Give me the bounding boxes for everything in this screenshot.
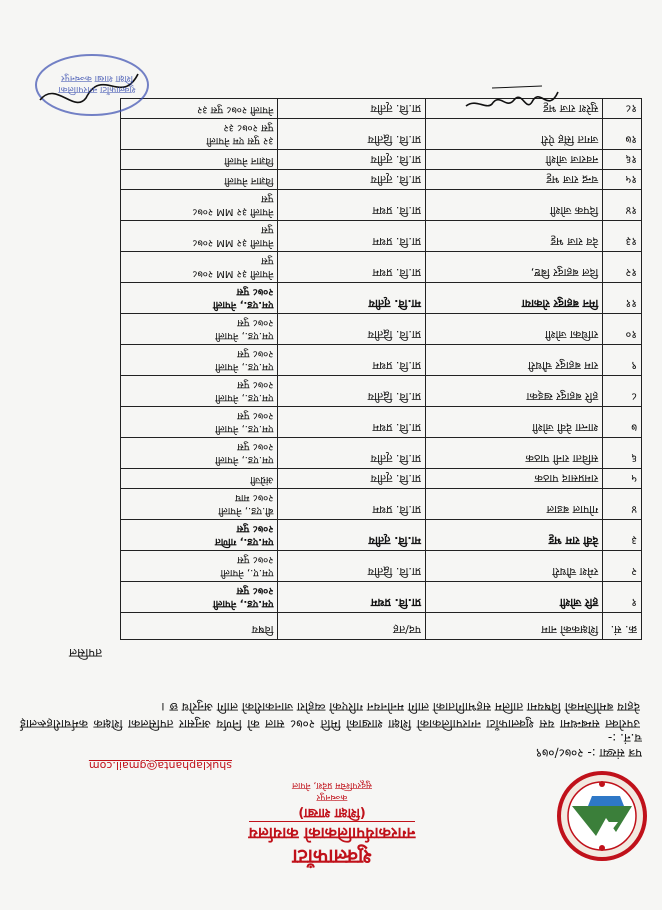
cell-name: सुरेश राज भट्ट — [426, 99, 603, 119]
cell-sn: १८ — [603, 99, 642, 119]
cell-sn: ५ — [603, 469, 642, 489]
cell-subject — [121, 407, 279, 438]
cell-name: रामप्रसाद पाठक — [426, 469, 603, 489]
cell-subject — [121, 150, 279, 170]
cell-name: मिन बहादुर रोकाया — [426, 283, 603, 314]
cell-subject — [121, 520, 279, 551]
cell-post: प्रा.वि. प्रथम — [278, 190, 426, 221]
cell-sn: २ — [603, 551, 642, 582]
cell-subject — [121, 314, 279, 345]
subject-line: एम.एड., नेपाली — [215, 454, 274, 465]
cell-sn: ११ — [603, 283, 642, 314]
table-row — [121, 345, 642, 376]
cell-subject — [121, 345, 279, 376]
header-name: शिक्षकको नाम — [426, 613, 603, 640]
cell-sn: ७ — [603, 407, 642, 438]
signature-icon — [462, 80, 562, 120]
cell-subject — [121, 438, 279, 469]
office-province: सुदूरपश्चिम प्रदेश, नेपाल — [291, 780, 373, 790]
stamp-text: शुक्लाफाँटा नगरपालिका शिक्षा शाखा कञ्चनपुर — [58, 73, 136, 94]
table-row — [121, 582, 642, 613]
cell-name: हरि जोशी — [426, 582, 603, 613]
cell-sn: १३ — [603, 221, 642, 252]
cell-subject — [121, 376, 279, 407]
reference-block — [536, 730, 642, 760]
cell-sn: १६ — [603, 150, 642, 170]
cell-post: प्रा.वि. द्वितीय — [278, 314, 426, 345]
cell-subject — [121, 221, 279, 252]
subject-line-2: २०७८ पुस — [236, 585, 274, 596]
cell-name: शान्ता देवी जोशी — [426, 407, 603, 438]
table-row — [121, 190, 642, 221]
annex-label: तपसिल — [68, 646, 102, 660]
cell-name: देवी राम भट्ट — [426, 520, 603, 551]
cell-sn: ३ — [603, 520, 642, 551]
cell-subject — [121, 469, 279, 489]
cell-sn: १४ — [603, 190, 642, 221]
office-section: (शिक्षा शाखा) — [298, 805, 366, 820]
table-body — [121, 99, 642, 613]
table-header-row — [121, 613, 642, 640]
cell-name: दिल बहादुर बिष्ट, — [426, 252, 603, 283]
cell-name: हरि बहादुर खड्का — [426, 376, 603, 407]
subject-line: विज्ञान नेपाली — [224, 175, 274, 186]
header-subject: विषय — [121, 613, 279, 640]
cell-name: गोपाल बडाल — [426, 489, 603, 520]
cell-name: राम बहादुर चौधरी — [426, 345, 603, 376]
table-row — [121, 252, 642, 283]
table-row — [121, 520, 642, 551]
table-row — [121, 376, 642, 407]
cell-post: प्रा.वि. तृतीय — [278, 438, 426, 469]
dispatch-number: च.नं. :- — [607, 731, 642, 745]
municipality-logo-icon — [556, 770, 648, 862]
subject-line: विज्ञान नेपाली — [224, 155, 274, 166]
subject-line: नेपाली ३२ MM २०७८ — [192, 268, 274, 279]
cell-post: प्रा.वि. प्रथम — [278, 345, 426, 376]
subject-line: एम.एड., नेपाली — [213, 299, 274, 310]
cell-name: सविता रानी पाठक — [426, 438, 603, 469]
intro-paragraph: उपरोक्त सम्बन्धमा यस शुक्लाफाँटा नगरपालिकाको शिक्षा शाखाको मिति २०७८ साल को निर्णय अनुसार तपसिलका शिक्षक कर्मचारीहरूलाई देहाय बमोजिमको विषयमा तालिम सहभागिताको लागि मनोनयन गरिएको व्यहोरा जानकारीको लागि अनुरोध छ । — [20, 700, 640, 731]
cell-subject — [121, 190, 279, 221]
cell-post: प्रा.वि. द्वितीय — [278, 376, 426, 407]
cell-name: नवराज जोशी — [426, 150, 603, 170]
cell-name: देव राज भट्ट — [426, 221, 603, 252]
table-row — [121, 99, 642, 119]
cell-subject — [121, 582, 279, 613]
subject-line: एम.एड., नेपाली — [213, 598, 274, 609]
office-subtitle: नगरकार्यपालिकाको कार्यालय — [249, 821, 416, 844]
subject-line: ३२ पुस एम नेपाली — [206, 135, 274, 146]
cell-post: मा.वि. तृतीय — [278, 283, 426, 314]
cell-sn: १० — [603, 314, 642, 345]
cell-post: मा.वि. तृतीय — [278, 520, 426, 551]
subject-line-2: २०७८ माघ — [235, 492, 274, 503]
cell-sn: ४ — [603, 489, 642, 520]
cell-name: राधिका जोशी — [426, 314, 603, 345]
cell-sn: १७ — [603, 119, 642, 150]
subject-line-2: २०७८ पुस — [237, 379, 274, 390]
cell-sn: ८ — [603, 376, 642, 407]
cell-sn: १२ — [603, 252, 642, 283]
subject-line-2: २०७८ पुस — [237, 348, 274, 359]
office-email: shuklaphanta@gmail.com — [88, 759, 232, 772]
subject-line-2: पुस — [261, 255, 274, 266]
table-row — [121, 551, 642, 582]
table-row — [121, 469, 642, 489]
subject-line-2: २०७८ पुस — [237, 317, 274, 328]
table-row — [121, 150, 642, 170]
cell-post: प्रा.वि. द्वितीय — [278, 119, 426, 150]
header-post: पद/तह — [278, 613, 426, 640]
cell-post: प्रा.वि. प्रथम — [278, 407, 426, 438]
subject-line: नेपाली २०७८ पुस ३२ — [197, 104, 274, 115]
cell-post: प्रा.वि. द्वितीय — [278, 551, 426, 582]
table-row — [121, 283, 642, 314]
subject-line: एम.एड., नेपाली — [215, 330, 274, 341]
subject-line-2: पुस २०७८ ३२ — [223, 122, 274, 133]
table-row — [121, 407, 642, 438]
subject-line-2: २०७८ पुस — [237, 554, 274, 565]
cell-sn: १५ — [603, 170, 642, 190]
cell-post: प्रा.वि. तृतीय — [278, 469, 426, 489]
cell-name: जगत सिंह ऐरी — [426, 119, 603, 150]
cell-post: प्रा.वि. तृतीय — [278, 99, 426, 119]
subject-line-2: २०७८ पुस — [237, 410, 274, 421]
subject-line: एम.ए., नेपाली — [220, 567, 274, 578]
subject-line: एम.एड., नेपाली — [215, 423, 274, 434]
subject-line-2: २०७८ पुस — [236, 286, 274, 297]
cell-subject — [121, 170, 279, 190]
cell-name: चन्द्र राज भट्ट — [426, 170, 603, 190]
cell-sn: ९ — [603, 345, 642, 376]
cell-sn: ६ — [603, 438, 642, 469]
cell-name: रमेश चौधरी — [426, 551, 603, 582]
subject-line: एम.एड., नेपाली — [215, 392, 274, 403]
cell-subject — [121, 489, 279, 520]
cell-sn: १ — [603, 582, 642, 613]
letter-number: पत्र संख्या :- २०७८/०७९ — [535, 746, 642, 760]
subject-line: नेपाली ३२ MM २०७८ — [192, 206, 274, 217]
office-district: कञ्चनपुर — [316, 792, 348, 802]
subject-line-2: २०७८ पुस — [237, 441, 274, 452]
subject-line-2: पुस — [261, 193, 274, 204]
cell-post: प्रा.वि. तृतीय — [278, 150, 426, 170]
table-row — [121, 170, 642, 190]
subject-line: एम.एड., गणित — [215, 536, 274, 547]
cell-name: दिपक जोशी — [426, 190, 603, 221]
table-row — [121, 438, 642, 469]
cell-subject — [121, 119, 279, 150]
cell-subject — [121, 551, 279, 582]
table-row — [121, 119, 642, 150]
subject-line-2: २०७८ पुस — [236, 523, 274, 534]
subject-line: बी.एड., नेपाली — [218, 505, 274, 516]
cell-post: प्रा.वि. प्रथम — [278, 582, 426, 613]
cell-post: प्रा.वि. प्रथम — [278, 221, 426, 252]
cell-post: प्रा.वि. प्रथम — [278, 252, 426, 283]
subject-line: अंग्रेजी — [250, 474, 274, 485]
subject-line: एम.एड., नेपाली — [215, 361, 274, 372]
letterhead — [222, 779, 442, 870]
cell-subject — [121, 252, 279, 283]
subject-line-2: पुस — [261, 224, 274, 235]
office-name: शुक्लाफाँटा — [292, 845, 372, 869]
cell-post: प्रा.वि. प्रथम — [278, 489, 426, 520]
cell-post: प्रा.वि. तृतीय — [278, 170, 426, 190]
table-row — [121, 221, 642, 252]
table-row — [121, 314, 642, 345]
teacher-table — [120, 98, 642, 640]
subject-line: नेपाली ३२ MM २०७८ — [192, 237, 274, 248]
header-sn: क्र. सं. — [603, 613, 642, 640]
table-row — [121, 489, 642, 520]
cell-subject — [121, 283, 279, 314]
